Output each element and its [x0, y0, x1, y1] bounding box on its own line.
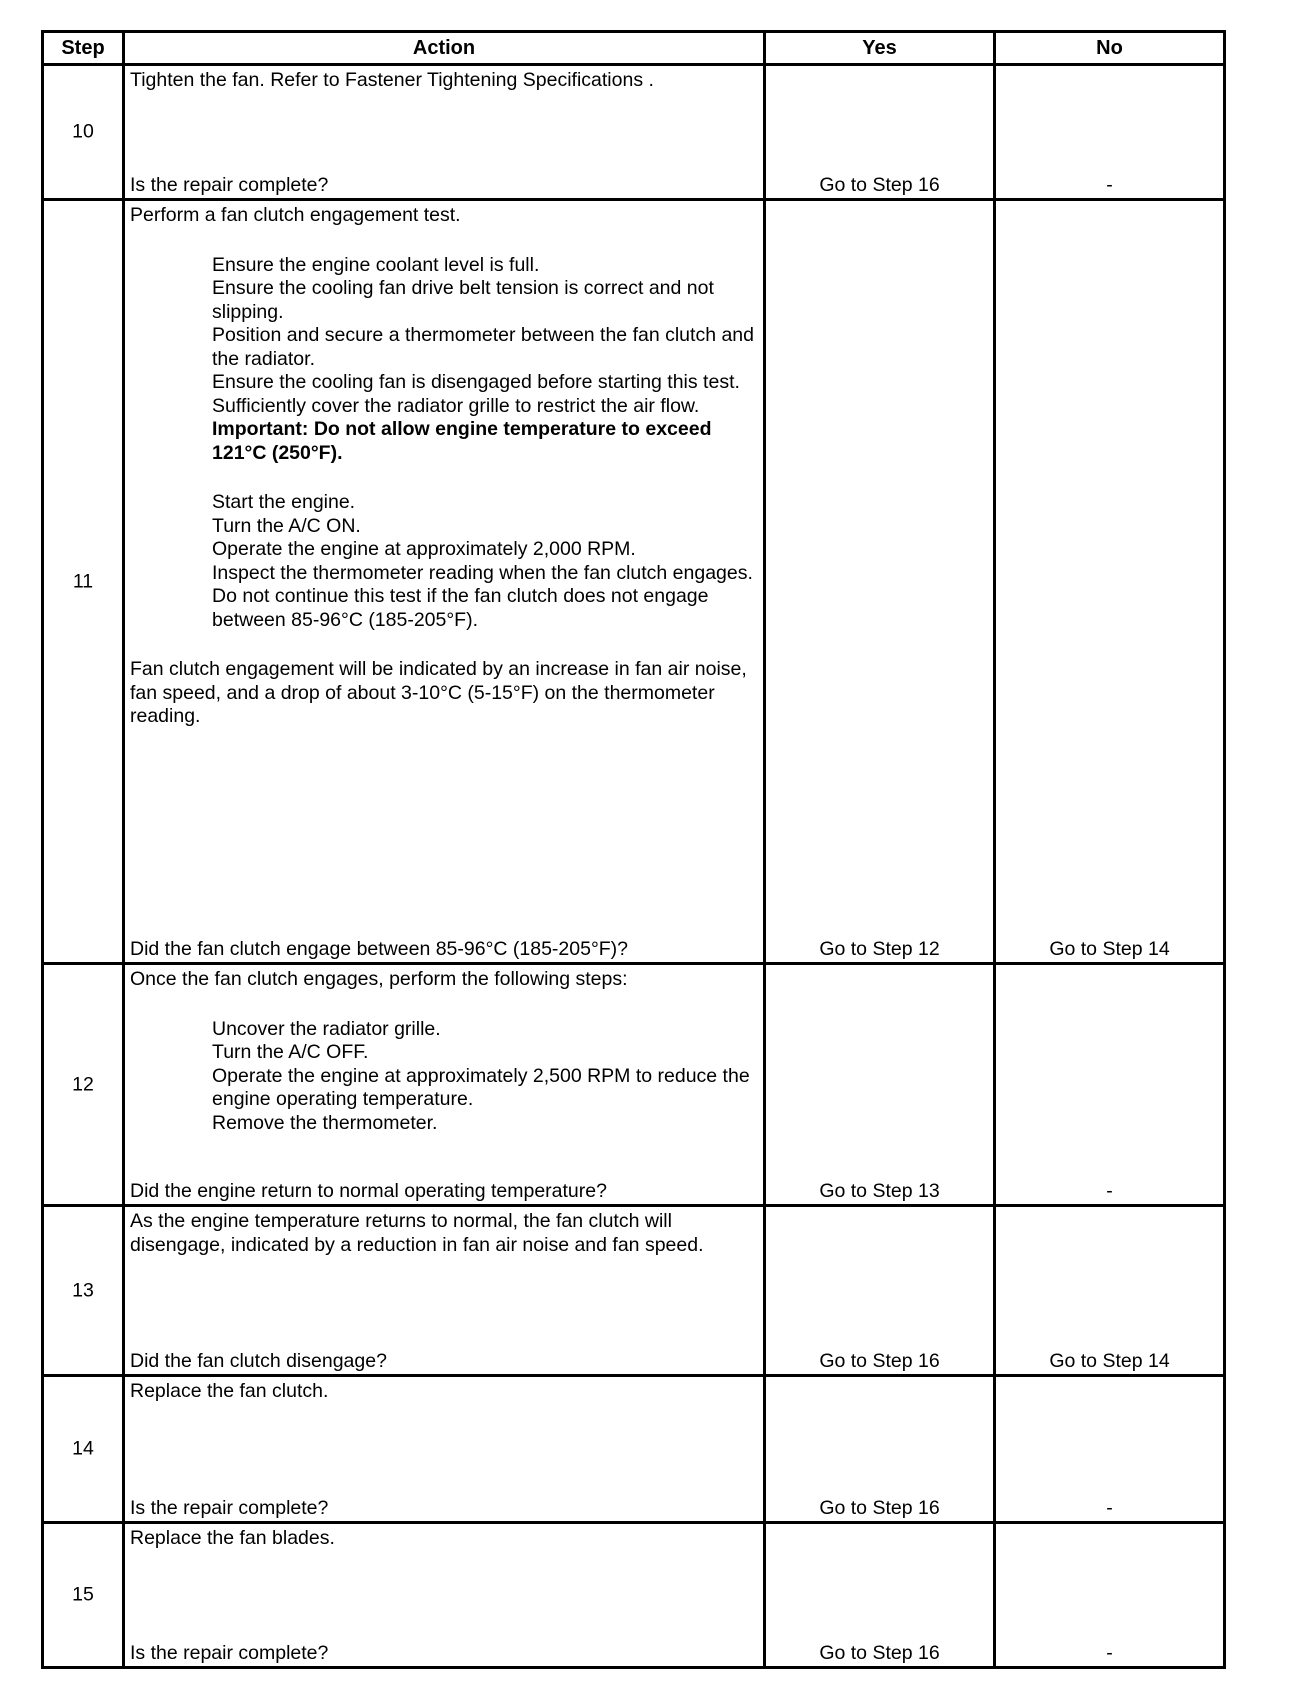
question-text: Is the repair complete? [130, 1497, 329, 1519]
substep: Ensure the cooling fan is disengaged before starting this test. [212, 371, 740, 393]
yes-outcome: Go to Step 16 [819, 1642, 940, 1664]
substep: Operate the engine at approximately 2,000 RPM. [212, 538, 636, 560]
step-number: 10 [72, 120, 94, 143]
action-text: As the engine temperature returns to normal, the fan clutch will disengage, indicated by a reduction in fan air noise and fan speed. [130, 1210, 704, 1256]
header-action: Action [124, 32, 765, 65]
action-text: Replace the fan clutch. [130, 1380, 329, 1402]
substep: Turn the A/C OFF. [212, 1041, 369, 1063]
table-row [43, 1523, 1225, 1668]
table-row [43, 1206, 1225, 1376]
substep: Position and secure a thermometer between the fan clutch and the radiator. [212, 324, 754, 370]
action-text: Once the fan clutch engages, perform the following steps: [130, 968, 628, 990]
no-cell [995, 964, 1225, 1206]
substep-list [212, 254, 757, 633]
question-text: Did the fan clutch disengage? [130, 1350, 387, 1372]
note-text: Fan clutch engagement will be indicated by an increase in fan air noise, fan speed, and a drop of about 3-10°C (5-15°F) on the thermometer reading. [130, 658, 747, 727]
header-no: No [995, 32, 1225, 65]
substep: Do not continue this test if the fan clutch does not engage between 85-96°C (185-205°F). [212, 585, 709, 631]
action-cell [124, 65, 765, 200]
yes-outcome: Go to Step 16 [819, 174, 940, 196]
substep: Ensure the cooling fan drive belt tension is correct and not slipping. [212, 277, 714, 323]
step-number: 13 [72, 1279, 94, 1301]
important-note: Important: Do not allow engine temperature to exceed 121°C (250°F). [212, 418, 712, 464]
substep: Remove the thermometer. [212, 1111, 438, 1134]
no-outcome: Go to Step 14 [1049, 938, 1170, 960]
header-step: Step [43, 32, 124, 65]
step-cell [43, 65, 124, 200]
yes-cell [765, 200, 995, 964]
step-cell [43, 964, 124, 1206]
substep: Start the engine. [212, 491, 356, 513]
no-outcome: - [1106, 1497, 1113, 1519]
yes-outcome: Go to Step 13 [819, 1180, 940, 1202]
step-cell [43, 1206, 124, 1376]
substep: Uncover the radiator grille. [212, 1017, 441, 1040]
table-row [43, 1376, 1225, 1523]
action-cell [124, 200, 765, 964]
no-cell [995, 65, 1225, 200]
step-number: 12 [72, 1073, 94, 1095]
action-cell [124, 1376, 765, 1523]
no-cell [995, 1206, 1225, 1376]
yes-cell [765, 1376, 995, 1523]
no-cell [995, 1523, 1225, 1668]
table-row [43, 964, 1225, 1206]
substep: Ensure the engine coolant level is full. [212, 253, 540, 276]
step-cell [43, 1376, 124, 1523]
yes-outcome: Go to Step 12 [819, 938, 940, 960]
yes-outcome: Go to Step 16 [819, 1350, 940, 1372]
diagnostic-table [41, 30, 1226, 1669]
action-text: Perform a fan clutch engagement test. [130, 204, 461, 226]
yes-outcome: Go to Step 16 [819, 1497, 940, 1519]
substep: Turn the A/C ON. [212, 514, 361, 537]
substep-list [212, 1018, 757, 1136]
substep: Inspect the thermometer reading when the fan clutch engages. [212, 561, 753, 584]
step-number: 15 [72, 1583, 94, 1606]
yes-cell [765, 1523, 995, 1668]
no-outcome: - [1106, 1180, 1113, 1202]
step-cell [43, 200, 124, 964]
no-cell [995, 1376, 1225, 1523]
action-cell [124, 964, 765, 1206]
action-cell [124, 1206, 765, 1376]
table-row [43, 200, 1225, 964]
yes-cell [765, 1206, 995, 1376]
step-cell [43, 1523, 124, 1668]
substep: Sufficiently cover the radiator grille to restrict the air flow. [212, 394, 700, 417]
substep: Operate the engine at approximately 2,500 RPM to reduce the engine operating temperature. [212, 1064, 750, 1110]
yes-cell [765, 65, 995, 200]
diagnostic-table-container [41, 30, 1226, 1669]
question-text: Did the fan clutch engage between 85-96°C (185-205°F)? [130, 938, 628, 960]
question-text: Is the repair complete? [130, 174, 329, 196]
question-text: Is the repair complete? [130, 1642, 329, 1664]
no-outcome: - [1106, 174, 1113, 196]
step-number: 11 [72, 570, 94, 592]
no-outcome: - [1106, 1642, 1113, 1664]
action-text: Tighten the fan. Refer to Fastener Tightening Specifications . [130, 69, 654, 91]
table-row [43, 65, 1225, 200]
question-text: Did the engine return to normal operating temperature? [130, 1180, 607, 1202]
yes-cell [765, 964, 995, 1206]
action-text: Replace the fan blades. [130, 1527, 335, 1549]
step-number: 14 [72, 1437, 94, 1460]
table-header-row [43, 32, 1225, 65]
no-outcome: Go to Step 14 [1049, 1350, 1170, 1372]
no-cell [995, 200, 1225, 964]
action-cell [124, 1523, 765, 1668]
header-yes: Yes [765, 32, 995, 65]
